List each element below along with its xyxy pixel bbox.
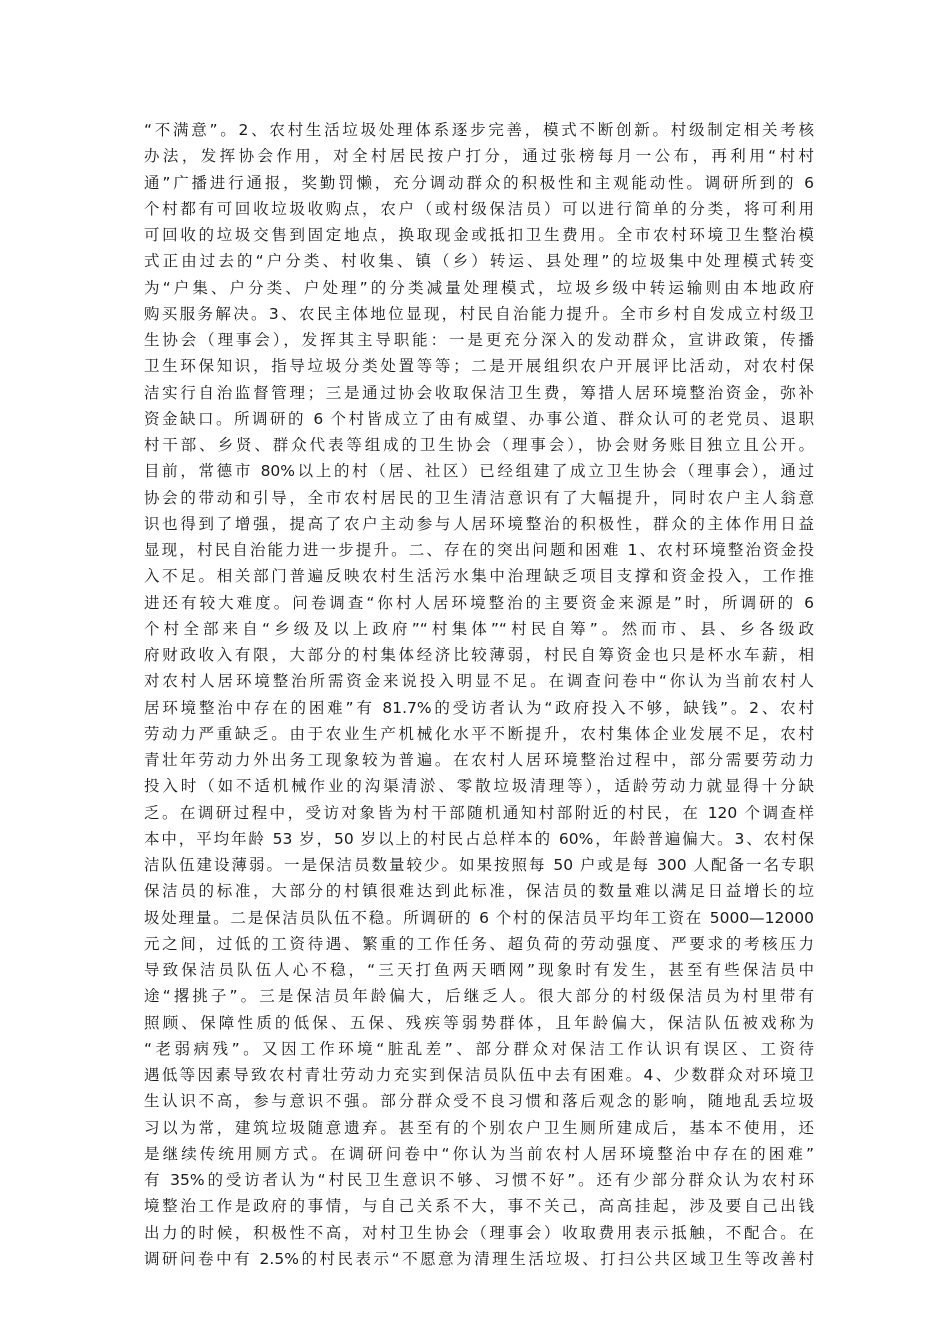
text-line: “老弱病残”。又因工作环境“脏乱差”、部分群众对保洁工作认识有误区、工资待 xyxy=(144,1039,814,1058)
text-line: 境整治工作是政府的事情，与自己关系不大，事不关己，高高挂起，涉及要自己出钱 xyxy=(144,1197,814,1216)
text-line: 资金缺口。所调研的 6 个村皆成立了由有威望、办事公道、群众认可的老党员、退职 xyxy=(144,409,814,428)
text-line: 调研问卷中有 2.5%的村民表示“不愿意为清理生活垃圾、打扫公共区域卫生等改善村 xyxy=(144,1249,814,1268)
text-line: 导致保洁员队伍人心不稳，“三天打鱼两天晒网”现象时有发生，甚至有些保洁员中 xyxy=(144,961,814,979)
text-line: 个村都有可回收垃圾收购点，农户（或村级保洁员）可以进行简单的分类，将可利用 xyxy=(144,199,814,218)
text-line: “不满意”。2、农村生活垃圾处理体系逐步完善，模式不断创新。村级制定相关考核 xyxy=(144,121,814,139)
text-line: 元之间，过低的工资待遇、繁重的工作任务、超负荷的劳动强度、严要求的考核压力 xyxy=(144,934,814,953)
document-body-text xyxy=(144,117,814,1272)
text-line: 投入时（如不适机械作业的沟渠清淤、零散垃圾清理等），适龄劳动力就显得十分缺 xyxy=(144,777,814,796)
text-line: 村干部、乡贤、群众代表等组成的卫生协会（理事会），协会财务账目独立且公开。 xyxy=(144,436,814,454)
text-line: 遇低等因素导致农村青壮劳动力充实到保洁员队伍中去有困难。4、少数群众对环境卫 xyxy=(144,1066,814,1084)
text-line: 生认识不高，参与意识不强。部分群众受不良习惯和落后观念的影响，随地乱丢垃圾 xyxy=(144,1092,814,1111)
text-line: 保洁员的标准，大部分的村镇很难达到此标准，保洁员的数量难以满足日益增长的垃 xyxy=(144,882,814,901)
text-line: 是继续传统用厕方式。在调研问卷中“你认为当前农村人居环境整治中存在的困难” xyxy=(144,1144,814,1163)
text-line: 通”广播进行通报，奖勤罚懒，充分调动群众的积极性和主观能动性。调研所到的 6 xyxy=(144,173,814,192)
text-line: 购买服务解决。3、农民主体地位显现，村民自治能力提升。全市乡村自发成立村级卫 xyxy=(144,304,814,323)
text-line: 本中，平均年龄 53 岁，50 岁以上的村民占总样本的 60%，年龄普遍偏大。3、农村保 xyxy=(144,829,814,848)
text-line: 协会的带动和引导，全市农村居民的卫生清洁意识有了大幅提升，同时农户主人翁意 xyxy=(144,488,814,507)
text-line: 居环境整治中存在的困难”有 81.7%的受访者认为“政府投入不够，缺钱”。2、农村 xyxy=(144,698,814,717)
text-line: 式正由过去的“户分类、村收集、镇（乡）转运、县处理”的垃圾集中处理模式转变 xyxy=(144,252,814,271)
text-line: 府财政收入有限，大部分的村集体经济比较薄弱，村民自筹资金也只是杯水车薪，相 xyxy=(144,646,814,664)
text-line: 青壮年劳动力外出务工现象较为普遍。在农村人居环境整治过程中，部分需要劳动力 xyxy=(144,751,814,769)
text-line: 为“户集、户分类、户处理”的分类减量处理模式，垃圾乡级中转运输则由本地政府 xyxy=(144,278,814,297)
text-line: 出力的时候，积极性不高，对村卫生协会（理事会）收取费用表示抵触，不配合。在 xyxy=(144,1223,814,1242)
text-line: 乏。在调研过程中，受访对象皆为村干部随机通知村部附近的村民，在 120 个调查样 xyxy=(144,803,814,822)
text-line: 途“撂挑子”。三是保洁员年龄偏大，后继乏人。很大部分的村级保洁员为村里带有 xyxy=(144,987,814,1006)
text-line: 显现，村民自治能力进一步提升。二、存在的突出问题和困难 1、农村环境整治资金投 xyxy=(144,541,814,559)
text-line: 有 35%的受访者认为“村民卫生意识不够、习惯不好”。还有少部分群众认为农村环 xyxy=(144,1171,814,1189)
text-line: 个村全部来自“乡级及以上政府”“村集体”“村民自筹”。然而市、县、乡各级政 xyxy=(144,619,814,638)
text-line: 入不足。相关部门普遍反映农村生活污水集中治理缺乏项目支撑和资金投入，工作推 xyxy=(144,567,814,586)
text-line: 圾处理量。二是保洁员队伍不稳。所调研的 6 个村的保洁员平均年工资在 5000—12000 xyxy=(144,908,814,927)
text-line: 目前，常德市 80%以上的村（居、社区）已经组建了成立卫生协会（理事会），通过 xyxy=(144,462,814,481)
text-line: 洁队伍建设薄弱。一是保洁员数量较少。如果按照每 50 户或是每 300 人配备一名专职 xyxy=(144,856,814,874)
text-line: 习以为常，建筑垃圾随意遗弃。甚至有的个别农户卫生厕所建成后，基本不使用，还 xyxy=(144,1118,814,1137)
text-line: 生协会（理事会），发挥其主导职能：一是更充分深入的发动群众，宣讲政策，传播 xyxy=(144,331,814,349)
text-line: 办法，发挥协会作用，对全村居民按户打分，通过张榜每月一公布，再利用“村村 xyxy=(144,147,814,166)
text-line: 卫生环保知识，指导垃圾分类处置等等；二是开展组织农户开展评比活动，对农村保 xyxy=(144,357,814,376)
text-line: 识也得到了增强，提高了农户主动参与人居环境整治的积极性，群众的主体作用日益 xyxy=(144,514,814,533)
text-line: 劳动力严重缺乏。由于农业生产机械化水平不断提升，农村集体企业发展不足，农村 xyxy=(144,724,814,743)
text-line: 可回收的垃圾交售到固定地点，换取现金或抵扣卫生费用。全市农村环境卫生整治模 xyxy=(144,226,814,244)
text-line: 照顾、保障性质的低保、五保、残疾等弱势群体，且年龄偏大，保洁队伍被戏称为 xyxy=(144,1013,814,1032)
text-line: 进还有较大难度。问卷调查“你村人居环境整治的主要资金来源是”时，所调研的 6 xyxy=(144,593,814,612)
text-line: 对农村人居环境整治所需资金来说投入明显不足。在调查问卷中“你认为当前农村人 xyxy=(144,672,814,691)
text-line: 洁实行自治监督管理；三是通过协会收取保洁卫生费，筹措人居环境整治资金，弥补 xyxy=(144,383,814,402)
